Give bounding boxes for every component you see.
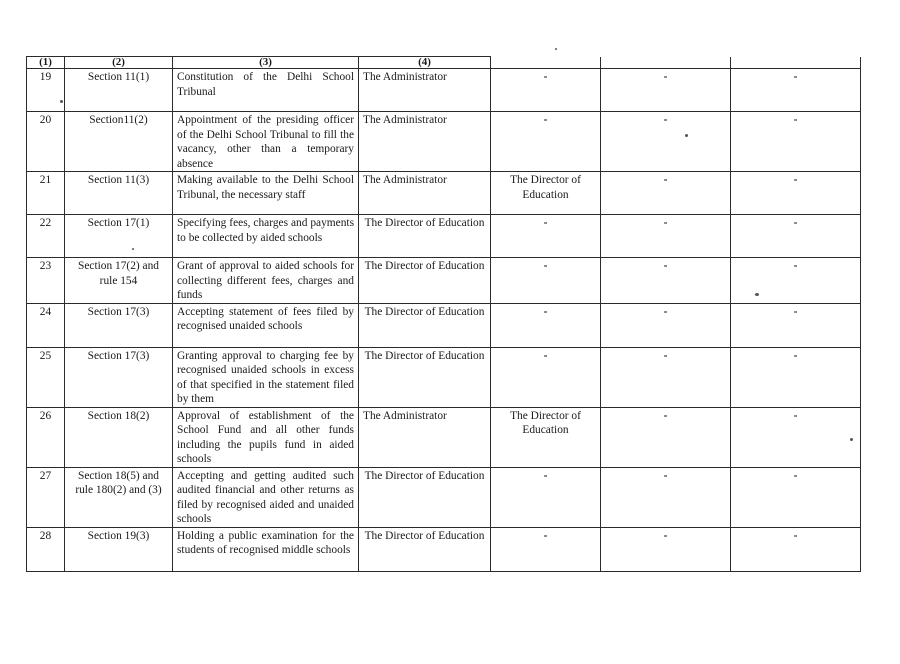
authority: The Administrator (359, 407, 491, 467)
header-col-3: (3) (173, 57, 359, 69)
row-number: 25 (27, 347, 65, 407)
section-ref: Section 11(3) (65, 172, 173, 215)
row-number: 20 (27, 112, 65, 172)
col6: - (601, 112, 731, 172)
col7: - (731, 467, 861, 527)
section-ref: Section 17(3) (65, 303, 173, 347)
delegate: - (491, 527, 601, 571)
description: Approval of establishment of the School Fund and all other funds including the pupils fund in aided schools (173, 407, 359, 467)
description: Making available to the Delhi School Tribunal, the necessary staff (173, 172, 359, 215)
header-col-2: (2) (65, 57, 173, 69)
scan-speck (60, 100, 63, 103)
col6: - (601, 527, 731, 571)
authority: The Administrator (359, 69, 491, 112)
row-number: 24 (27, 303, 65, 347)
description: Accepting statement of fees filed by recognised unaided schools (173, 303, 359, 347)
col7: - (731, 69, 861, 112)
table-row (27, 258, 861, 304)
description: Specifying fees, charges and payments to be collected by aided schools (173, 215, 359, 258)
header-row (27, 57, 861, 69)
col6: - (601, 172, 731, 215)
table-row (27, 69, 861, 112)
scan-speck (555, 48, 557, 50)
description: Holding a public examination for the students of recognised middle schools (173, 527, 359, 571)
col7: - (731, 112, 861, 172)
table-row (27, 407, 861, 467)
header-col-5 (491, 57, 601, 69)
col6: - (601, 69, 731, 112)
col7: - (731, 215, 861, 258)
delegate: - (491, 303, 601, 347)
col7: - (731, 172, 861, 215)
table-row (27, 303, 861, 347)
row-number: 19 (27, 69, 65, 112)
col6: - (601, 407, 731, 467)
scan-speck (132, 248, 134, 250)
header-col-6 (601, 57, 731, 69)
description: Grant of approval to aided schools for collecting different fees, charges and funds (173, 258, 359, 304)
col7: - (731, 527, 861, 571)
description: Constitution of the Delhi School Tribunal (173, 69, 359, 112)
delegate: The Director of Education (491, 407, 601, 467)
col6: - (601, 215, 731, 258)
scan-speck (685, 134, 688, 137)
row-number: 23 (27, 258, 65, 304)
section-ref: Section 18(2) (65, 407, 173, 467)
delegate: The Director of Education (491, 172, 601, 215)
delegate: - (491, 347, 601, 407)
col6: - (601, 467, 731, 527)
authority: The Director of Education (359, 347, 491, 407)
table-row (27, 467, 861, 527)
description: Appointment of the presiding officer of the Delhi School Tribunal to fill the vacancy, other than a temporary absence (173, 112, 359, 172)
authority: The Director of Education (359, 467, 491, 527)
col7: - (731, 258, 861, 304)
authority: The Administrator (359, 172, 491, 215)
section-ref: Section11(2) (65, 112, 173, 172)
section-ref: Section 17(3) (65, 347, 173, 407)
row-number: 26 (27, 407, 65, 467)
header-col-4: (4) (359, 57, 491, 69)
delegate: - (491, 215, 601, 258)
col7: - (731, 303, 861, 347)
authority: The Director of Education (359, 303, 491, 347)
authority: The Director of Education (359, 215, 491, 258)
delegate: - (491, 112, 601, 172)
row-number: 28 (27, 527, 65, 571)
section-ref: Section 18(5) and rule 180(2) and (3) (65, 467, 173, 527)
delegate: - (491, 69, 601, 112)
header-col-1: (1) (27, 57, 65, 69)
header-col-7 (731, 57, 861, 69)
section-ref: Section 19(3) (65, 527, 173, 571)
scan-speck (755, 293, 759, 296)
row-number: 27 (27, 467, 65, 527)
col6: - (601, 347, 731, 407)
authority: The Director of Education (359, 527, 491, 571)
section-ref: Section 11(1) (65, 69, 173, 112)
table-row (27, 112, 861, 172)
delegate: - (491, 467, 601, 527)
authority: The Administrator (359, 112, 491, 172)
description: Accepting and getting audited such audited financial and other returns as filed by recognised aided and unaided schools (173, 467, 359, 527)
col7: - (731, 347, 861, 407)
section-ref: Section 17(1) (65, 215, 173, 258)
description: Granting approval to charging fee by recognised unaided schools in excess of that specified in the statement filed by them (173, 347, 359, 407)
delegate: - (491, 258, 601, 304)
document-sheet (26, 56, 861, 572)
row-number: 21 (27, 172, 65, 215)
delegation-table (26, 56, 861, 572)
authority: The Director of Education (359, 258, 491, 304)
section-ref: Section 17(2) and rule 154 (65, 258, 173, 304)
table-row (27, 172, 861, 215)
table-row (27, 215, 861, 258)
scan-speck (850, 438, 853, 441)
col6: - (601, 303, 731, 347)
row-number: 22 (27, 215, 65, 258)
col7: - (731, 407, 861, 467)
table-row (27, 347, 861, 407)
col6: - (601, 258, 731, 304)
table-row (27, 527, 861, 571)
